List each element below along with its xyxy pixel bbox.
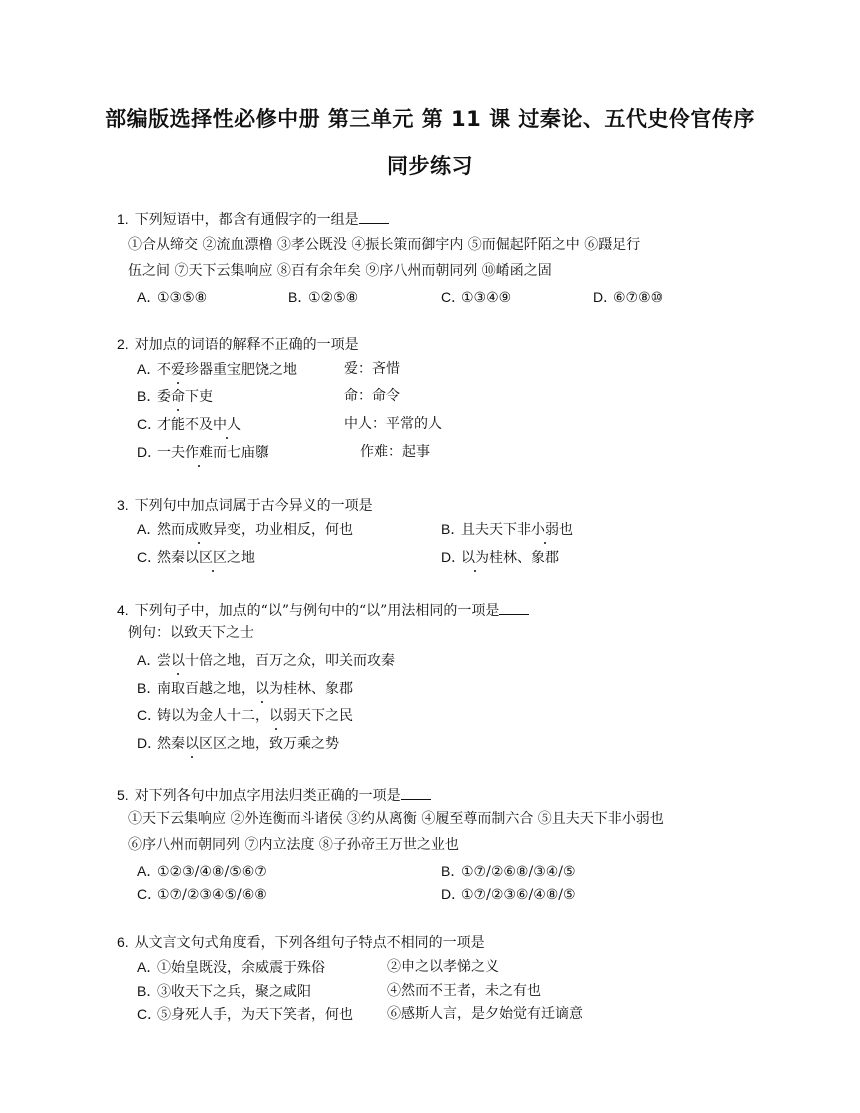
- question-6-option-c-right: ⑥感斯人言，是夕始觉有迁谪意: [387, 1006, 583, 1022]
- question-5-option-b: [441, 862, 576, 881]
- option-text: 桂林、象郡: [489, 550, 559, 566]
- option-label: D．: [441, 886, 466, 902]
- option-text: ①⑦/②③⑥/④⑧/⑤: [461, 887, 576, 903]
- question-4-option-b: [137, 679, 353, 698]
- question-2-gloss-c: 中人：平常的人: [344, 416, 442, 432]
- option-label: A．: [137, 652, 161, 668]
- question-4-example: 例句：以致天下之士: [128, 625, 254, 641]
- option-label: B．: [137, 680, 161, 696]
- option-label: B．: [441, 521, 465, 537]
- option-label: C．: [137, 549, 162, 565]
- option-label: C．: [137, 1006, 162, 1022]
- question-2-stem: [117, 335, 359, 354]
- question-number: 3.: [117, 497, 129, 513]
- question-text: 从文言文句式角度看，下列各组句子特点不相同的一项是: [134, 935, 485, 951]
- option-label: D．: [137, 735, 162, 751]
- question-1-option-c: [441, 288, 511, 307]
- option-text: ①⑦/②⑥⑧/③④/⑤: [461, 864, 576, 880]
- question-4-stem: [117, 601, 529, 620]
- option-text: 一夫: [157, 445, 185, 461]
- question-4-option-d: [137, 734, 339, 753]
- question-4-option-a: [137, 651, 395, 670]
- option-text: 为桂林、象郡: [269, 681, 353, 697]
- question-1-option-d: [593, 288, 663, 307]
- option-text: ①②③/④⑧/⑤⑥⑦: [157, 864, 267, 880]
- question-5-items-line2: ⑥序八州而朝同列 ⑦内立法度 ⑧子孙帝王万世之业也: [128, 837, 459, 853]
- option-label: A．: [137, 361, 161, 377]
- question-3-option-a: [137, 520, 353, 539]
- question-4-option-c: [137, 706, 353, 725]
- option-label: B．: [288, 289, 312, 305]
- option-text: 弱天下之民: [283, 708, 353, 724]
- dotted-word: 以: [255, 681, 269, 697]
- question-2-option-c: [137, 415, 241, 434]
- question-1-option-a: [137, 288, 207, 307]
- question-6-option-b-right: ④然而不王者，未之有也: [387, 983, 541, 999]
- option-text: 不: [157, 362, 171, 378]
- question-2-gloss-a: 爱：吝惜: [344, 361, 400, 377]
- question-number: 1.: [117, 211, 129, 227]
- option-text: 南取百越之地，: [157, 681, 255, 697]
- question-text: 下列句子中，加点的“以”与例句中的“以”用法相同的一项是: [134, 603, 500, 619]
- option-text: 才能不及: [157, 417, 213, 433]
- question-5-option-a: [137, 862, 267, 881]
- option-label: C．: [441, 289, 466, 305]
- question-5-stem: [117, 786, 431, 805]
- option-text: 铸以为金人十二，: [157, 708, 269, 724]
- dotted-word: 爱: [171, 362, 185, 378]
- question-5-option-d: [441, 885, 576, 904]
- question-text: 下列短语中，都含有通假字的一组是: [134, 212, 359, 228]
- option-label: A．: [137, 521, 161, 537]
- option-text: 十倍之地，百万之众，叩关而攻秦: [185, 653, 395, 669]
- question-1-option-b: [288, 288, 358, 307]
- question-text: 对下列各句中加点字用法归类正确的一项是: [134, 788, 401, 804]
- question-3-option-b: [441, 520, 573, 539]
- option-text: 也: [559, 522, 573, 538]
- document-title: 部编版选择性必修中册 第三单元 第 11 课 过秦论、五代史伶官传序: [105, 107, 755, 131]
- dotted-word: 小弱: [531, 522, 559, 538]
- question-2-gloss-d: 作难：起事: [360, 444, 430, 460]
- option-label: B．: [137, 983, 161, 999]
- dotted-word: 以: [171, 653, 185, 669]
- option-label: B．: [137, 388, 161, 404]
- question-text: 对加点的词语的解释不正确的一项是: [134, 337, 359, 353]
- option-text: 区区之地，致万乘之势: [199, 736, 339, 752]
- option-text: 且夫天下非: [461, 522, 531, 538]
- dotted-word: 中人: [213, 417, 241, 433]
- question-3-option-c: [137, 548, 255, 567]
- option-text: ⑤身死人手，为天下笑者，何也: [157, 1007, 353, 1023]
- question-3-option-d: [441, 548, 559, 567]
- option-label: D．: [137, 444, 162, 460]
- option-text: 然秦以: [157, 550, 199, 566]
- question-number: 4.: [117, 602, 129, 618]
- option-text: 之地: [227, 550, 255, 566]
- question-1-stem: [117, 210, 389, 229]
- answer-blank: [499, 602, 529, 615]
- question-6-stem: [117, 933, 485, 952]
- option-label: C．: [137, 886, 162, 902]
- option-label: D．: [441, 549, 466, 565]
- question-5-items-line1: ①天下云集响应 ②外连衡而斗诸侯 ③约从离衡 ④履至尊而制六合 ⑤且夫天下非小弱也: [128, 811, 664, 827]
- dotted-word: 成败: [185, 522, 213, 538]
- dotted-word: 命: [171, 389, 185, 405]
- option-text: ①⑦/②③④⑤/⑥⑧: [157, 887, 267, 903]
- question-1-items-line1: ①合从缔交 ②流血漂橹 ③孝公既没 ④振长策而御宇内 ⑤而倔起阡陌之中 ⑥蹑足行: [128, 237, 641, 253]
- question-2-option-b: [137, 387, 213, 406]
- question-number: 2.: [117, 336, 129, 352]
- question-6-option-a: [137, 958, 325, 977]
- option-text: ①③④⑨: [461, 290, 512, 306]
- option-text: 而七庙隳: [213, 445, 269, 461]
- question-3-stem: [117, 496, 373, 515]
- question-2-option-a: [137, 360, 297, 379]
- option-label: D．: [593, 289, 618, 305]
- option-label: C．: [137, 707, 162, 723]
- option-text: 委: [157, 389, 171, 405]
- option-text: ①③⑤⑧: [157, 290, 208, 306]
- dotted-word: 作难: [185, 445, 213, 461]
- option-text: 异变，功业相反，何也: [213, 522, 353, 538]
- option-text: ⑥⑦⑧⑩: [613, 290, 664, 306]
- option-text: 然秦: [157, 736, 185, 752]
- option-text: 尝: [157, 653, 171, 669]
- dotted-word: 以为: [461, 550, 489, 566]
- option-label: C．: [137, 416, 162, 432]
- answer-blank: [359, 211, 389, 224]
- question-6-option-a-right: ②申之以孝悌之义: [387, 959, 499, 975]
- question-5-option-c: [137, 885, 267, 904]
- question-number: 5.: [117, 787, 129, 803]
- question-6-option-b: [137, 982, 311, 1001]
- dotted-word: 以: [269, 708, 283, 724]
- document-subtitle: 同步练习: [387, 154, 473, 178]
- question-2-gloss-b: 命：命令: [344, 388, 400, 404]
- question-6-option-c: [137, 1005, 353, 1024]
- option-text: 下吏: [185, 389, 213, 405]
- option-text: 珍器重宝肥饶之地: [185, 362, 297, 378]
- question-2-option-d: [137, 443, 269, 462]
- option-text: ①②⑤⑧: [308, 290, 359, 306]
- option-label: A．: [137, 289, 161, 305]
- option-label: A．: [137, 959, 161, 975]
- question-text: 下列句中加点词属于古今异义的一项是: [134, 498, 373, 514]
- dotted-word: 区区: [199, 550, 227, 566]
- dotted-word: 以: [185, 736, 199, 752]
- question-1-items-line2: 伍之间 ⑦天下云集响应 ⑧百有余年矣 ⑨序八州而朝同列 ⑩崤函之固: [128, 263, 552, 279]
- question-number: 6.: [117, 934, 129, 950]
- option-text: ③收天下之兵，聚之咸阳: [157, 984, 311, 1000]
- answer-blank: [401, 787, 431, 800]
- option-label: A．: [137, 863, 161, 879]
- option-label: B．: [441, 863, 465, 879]
- option-text: ①始皇既没，余威震于殊俗: [157, 960, 325, 976]
- option-text: 然而: [157, 522, 185, 538]
